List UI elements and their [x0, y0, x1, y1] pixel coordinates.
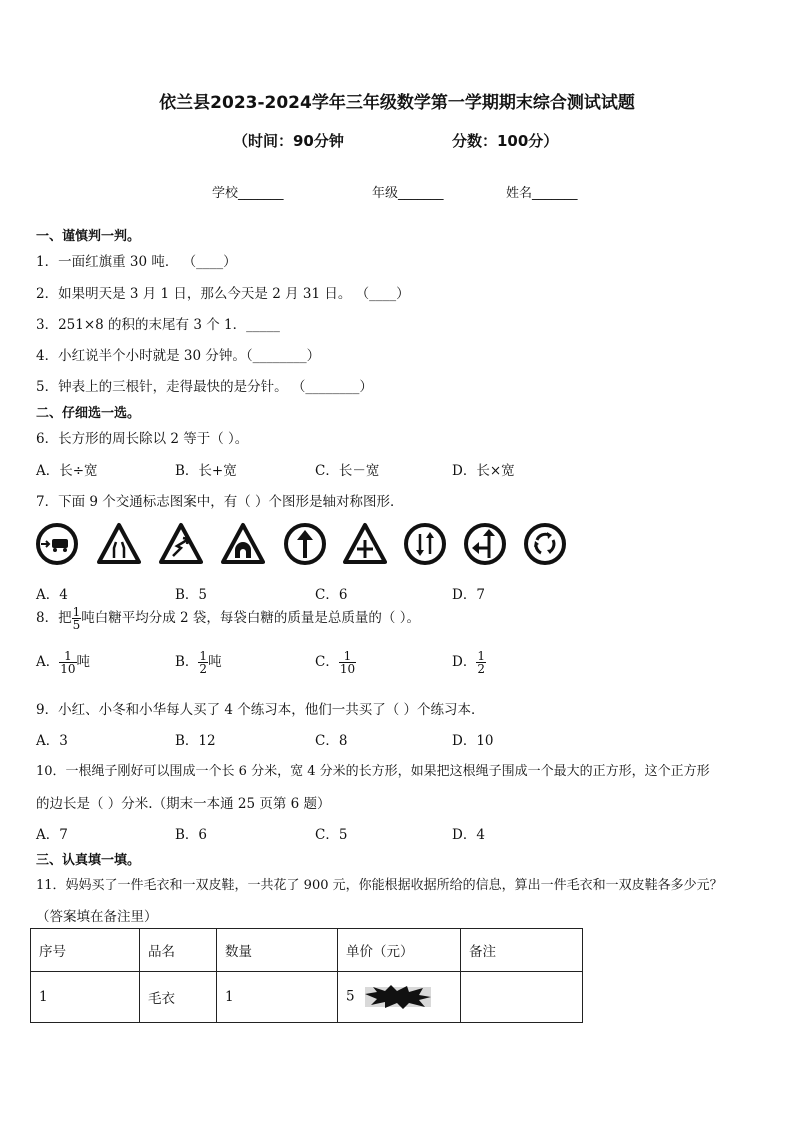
table-row [31, 972, 583, 1023]
fraction-denominator: 5 [72, 618, 81, 632]
crossroad-sign-icon [343, 522, 387, 566]
tunnel-sign-icon [221, 522, 265, 566]
table-header-cell: 序号 [31, 929, 140, 972]
fraction-numerator: 1 [72, 605, 81, 619]
question-10-line-1: 10．一根绳子刚好可以围成一个长 6 分米，宽 4 分米的长方形，如果把这根绳子围成一个最大的正方形，这个正方形 [36, 764, 710, 779]
fraction-denominator: 2 [477, 662, 485, 676]
option-c [315, 650, 356, 675]
option-c: C．8 [315, 733, 348, 749]
narrow-road-sign-icon [97, 522, 141, 566]
option-a [36, 650, 90, 675]
question-6: 6．长方形的周长除以 2 等于（ ）。 [36, 431, 249, 447]
two-way-traffic-sign-icon [403, 522, 447, 566]
question-2: 2．如果明天是 3 月 1 日，那么今天是 2 月 31 日。 （____） [36, 286, 410, 302]
school-field: 学校_______ [212, 186, 284, 201]
option-b: B．5 [175, 587, 208, 603]
price-visible-digit: 5 [346, 988, 355, 1005]
option-b: B．12 [175, 733, 216, 749]
option-d [452, 650, 486, 675]
option-label: D． [452, 654, 477, 670]
fraction-numerator: 1 [64, 649, 72, 663]
option-b: B．6 [175, 827, 208, 843]
fraction [339, 650, 356, 675]
name-field: 姓名_______ [506, 186, 578, 201]
table-header-cell: 品名 [140, 929, 217, 972]
option-d: D．10 [452, 733, 494, 749]
fraction [72, 606, 82, 631]
fraction-numerator: 1 [199, 649, 208, 663]
table-header-cell: 数量 [217, 929, 338, 972]
question-11-line-2: （答案填在备注里） [36, 909, 158, 925]
exam-time: （时间：90分钟 [233, 132, 344, 150]
fraction-denominator: 10 [339, 662, 356, 676]
section-1-heading: 一、谨慎判一判。 [36, 229, 141, 244]
section-2-heading: 二、仔细选一选。 [36, 406, 141, 421]
fraction-numerator: 1 [477, 649, 485, 663]
question-1: 1．一面红旗重 30 吨． （____） [36, 254, 237, 270]
fraction-numerator: 1 [343, 649, 352, 663]
question-8-prefix: 8．把 [36, 610, 72, 626]
option-unit: 吨 [76, 654, 91, 670]
option-label: A． [36, 654, 60, 670]
option-unit: 吨 [208, 654, 222, 670]
table-cell: 1 [31, 972, 140, 1023]
question-10-line-2: 的边长是（ ）分米.（期末一本通 25 页第 6 题） [36, 796, 331, 812]
grade-field: 年级_______ [372, 186, 444, 201]
straight-or-left-turn-sign-icon [463, 522, 507, 566]
traffic-signs [35, 522, 575, 566]
option-c: C．5 [315, 827, 348, 843]
question-4: 4．小红说半个小时就是 30 分钟。（________） [36, 348, 321, 364]
section-3-heading: 三、认真填一填。 [36, 853, 141, 868]
ink-blot-icon [363, 984, 433, 1010]
question-9: 9．小红、小冬和小华每人买了 4 个练习本，他们一共买了（ ）个练习本． [36, 702, 485, 718]
question-7: 7．下面 9 个交通标志图案中，有（ ）个图形是轴对称图形． [36, 494, 404, 510]
table-cell [338, 972, 461, 1023]
option-b: B．长+宽 [175, 463, 237, 479]
table-cell [461, 972, 583, 1023]
sharp-curve-sign-icon [159, 522, 203, 566]
table-header-row [31, 929, 583, 972]
no-overtaking-sign-icon [35, 522, 79, 566]
roundabout-sign-icon [523, 522, 567, 566]
exam-score: 分数：100分） [452, 132, 559, 150]
option-a: A．4 [36, 587, 68, 603]
option-c: C．6 [315, 587, 348, 603]
fraction [198, 650, 208, 675]
question-5: 5．钟表上的三根针，走得最快的是分针。 （________） [36, 379, 373, 395]
option-b [175, 650, 222, 675]
question-11-line-1: 11．妈妈买了一件毛衣和一双皮鞋，一共花了 900 元，你能根据收据所给的信息，算出一件毛衣和一双皮鞋各多少元？ [36, 878, 723, 893]
table-header-cell: 单价（元） [338, 929, 461, 972]
fraction [476, 650, 486, 675]
straight-ahead-sign-icon [283, 522, 327, 566]
page-title: 依兰县2023-2024学年三年级数学第一学期期末综合测试试题 [159, 93, 635, 113]
option-c: C．长－宽 [315, 463, 380, 479]
question-8-suffix: 吨白糖平均分成 2 袋，每袋白糖的质量是总质量的（ ）。 [81, 610, 420, 626]
question-8 [36, 606, 420, 631]
table-header-cell: 备注 [461, 929, 583, 972]
fraction-denominator: 2 [199, 662, 208, 676]
option-a: A．3 [36, 733, 68, 749]
option-d: D．长×宽 [452, 463, 515, 479]
option-a: A．7 [36, 827, 68, 843]
table-cell: 1 [217, 972, 338, 1023]
question-3: 3．251×8 的积的末尾有 3 个 1．_____ [36, 317, 280, 333]
option-a: A．长÷宽 [36, 463, 98, 479]
option-label: B． [175, 654, 199, 670]
fraction-denominator: 10 [60, 662, 76, 676]
option-label: C． [315, 654, 339, 670]
option-d: D．4 [452, 827, 485, 843]
fraction [59, 650, 76, 675]
table-cell: 毛衣 [140, 972, 217, 1023]
option-d: D．7 [452, 587, 485, 603]
receipt-table [30, 928, 583, 1023]
